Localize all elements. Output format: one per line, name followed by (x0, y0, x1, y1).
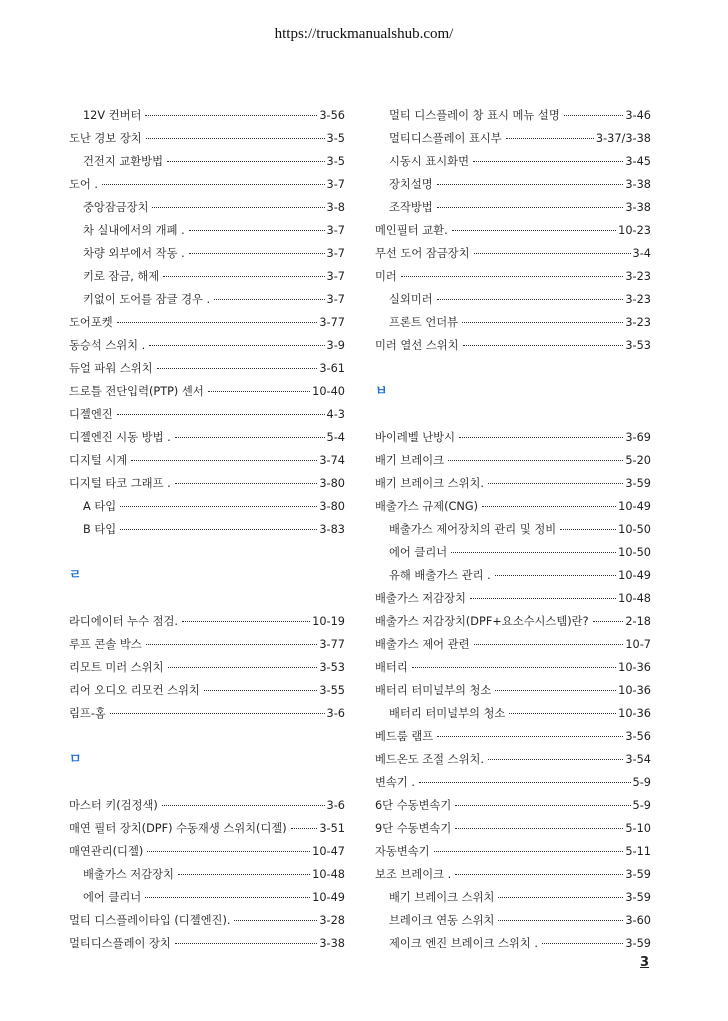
index-column-right (375, 104, 651, 955)
entry-label: 베드룸 램프 (375, 730, 434, 743)
entry-label: 디젤엔진 (69, 408, 113, 421)
dot-leader (473, 161, 623, 162)
entry-label: 배터리 터미널부의 청소 (389, 707, 506, 720)
entry-page: 3-38 (625, 178, 651, 191)
spacer (375, 357, 651, 380)
dot-leader (234, 920, 317, 921)
index-entry (375, 495, 651, 518)
entry-label: 9단 수동변속기 (375, 822, 452, 835)
entry-label: 멀티 디스플레이타입 (디젤엔진). (69, 914, 231, 927)
index-entry (375, 265, 651, 288)
page-number: 3 (640, 955, 650, 970)
spacer (69, 771, 345, 794)
index-entry (69, 127, 345, 150)
entry-page: 10-23 (618, 224, 651, 237)
dot-leader (110, 713, 325, 714)
index-entry (375, 679, 651, 702)
entry-label: 매연 필터 장치(DPF) 수동재생 스위치(디젤) (69, 822, 287, 835)
entry-page: 3-80 (319, 500, 345, 513)
entry-label: 키없이 도어를 잠글 경우 . (83, 293, 211, 306)
entry-page: 3-8 (326, 201, 345, 214)
dot-leader (474, 644, 624, 645)
dot-leader (459, 437, 623, 438)
entry-label: 동승석 스위치 . (69, 339, 146, 352)
index-subentry (375, 127, 651, 150)
entry-label: 12V 컨버터 (83, 109, 142, 122)
entry-label: 도어포켓 (69, 316, 113, 329)
index-subentry (375, 702, 651, 725)
entry-page: 10-7 (625, 638, 651, 651)
index-entry (69, 380, 345, 403)
entry-page: 10-50 (618, 523, 651, 536)
entry-label: 매연관리(디젤) (69, 845, 144, 858)
entry-label: 조작방법 (389, 201, 433, 214)
dot-leader (482, 506, 616, 507)
index-subentry (375, 541, 651, 564)
index-entry (69, 357, 345, 380)
index-entry (69, 932, 345, 955)
entry-page: 3-46 (625, 109, 651, 122)
index-entry (375, 610, 651, 633)
entry-page: 5-20 (625, 454, 651, 467)
index-entry (69, 794, 345, 817)
entry-page: 10-36 (618, 707, 651, 720)
entry-label: 드로틀 전단입력(PTP) 센서 (69, 385, 204, 398)
index-entry (375, 863, 651, 886)
dot-leader (434, 851, 624, 852)
index-entry (69, 610, 345, 633)
index-entry (69, 173, 345, 196)
index-subentry (69, 518, 345, 541)
entry-page: 10-36 (618, 684, 651, 697)
dot-leader (175, 483, 318, 484)
index-subentry (375, 518, 651, 541)
entry-page: 5-9 (632, 799, 651, 812)
index-subentry (69, 104, 345, 127)
entry-label: 중앙잠금장치 (83, 201, 149, 214)
entry-page: 3-23 (625, 270, 651, 283)
entry-label: 변속기 . (375, 776, 415, 789)
entry-page: 5-4 (326, 431, 345, 444)
index-subentry (69, 219, 345, 242)
index-entry (69, 311, 345, 334)
index-subentry (375, 311, 651, 334)
dot-leader (412, 667, 616, 668)
dot-leader (437, 736, 623, 737)
entry-page: 2-18 (625, 615, 651, 628)
entry-page: 3-55 (319, 684, 345, 697)
dot-leader (488, 483, 623, 484)
index-subentry (69, 265, 345, 288)
index-entry (375, 771, 651, 794)
entry-label: 배기 브레이크 스위치 (389, 891, 495, 904)
entry-page: 3-7 (326, 293, 345, 306)
index-subentry (69, 242, 345, 265)
entry-page: 4-3 (326, 408, 345, 421)
index-entry (69, 840, 345, 863)
dot-leader (145, 897, 310, 898)
dot-leader (509, 713, 616, 714)
entry-page: 3-59 (625, 937, 651, 950)
dot-leader (152, 207, 324, 208)
entry-label: 디젤엔진 시동 방법 . (69, 431, 171, 444)
index-entry (375, 242, 651, 265)
entry-page: 3-61 (319, 362, 345, 375)
dot-leader (455, 828, 623, 829)
dot-leader (564, 115, 624, 116)
dot-leader (167, 161, 325, 162)
entry-page: 3-7 (326, 270, 345, 283)
entry-label: 바이레벨 난방시 (375, 431, 455, 444)
dot-leader (488, 759, 623, 760)
entry-label: 메인필터 교환. (375, 224, 448, 237)
entry-page: 3-74 (319, 454, 345, 467)
entry-page: 3-60 (625, 914, 651, 927)
dot-leader (120, 529, 317, 530)
index-entry (69, 909, 345, 932)
entry-page: 3-7 (326, 247, 345, 260)
index-subentry (69, 863, 345, 886)
entry-label: 배기 브레이크 (375, 454, 445, 467)
entry-label: 브레이크 연동 스위치 (389, 914, 495, 927)
dot-leader (495, 690, 616, 691)
index-entry (69, 403, 345, 426)
spacer (69, 725, 345, 748)
entry-label: 건전지 교환방법 (83, 155, 163, 168)
dot-leader (560, 529, 616, 530)
dot-leader (437, 299, 624, 300)
dot-leader (470, 598, 616, 599)
entry-page: 3-59 (625, 891, 651, 904)
entry-label: 차 실내에서의 개폐 . (83, 224, 185, 237)
entry-page: 10-49 (618, 500, 651, 513)
entry-label: 배출가스 규제(CNG) (375, 500, 478, 513)
entry-label: 미러 (375, 270, 397, 283)
dot-leader (451, 552, 616, 553)
entry-page: 5-9 (632, 776, 651, 789)
entry-label: 보조 브레이크 . (375, 868, 452, 881)
dot-leader (455, 874, 623, 875)
entry-label: 림프-홈 (69, 707, 106, 720)
entry-page: 3-37/3-38 (595, 132, 651, 145)
entry-label: 시동시 표시화면 (389, 155, 469, 168)
entry-page: 3-69 (625, 431, 651, 444)
index-entry (69, 656, 345, 679)
section-heading: ㅁ (69, 752, 82, 767)
entry-page: 10-49 (312, 891, 345, 904)
entry-page: 3-54 (625, 753, 651, 766)
entry-label: 에어 클리너 (389, 546, 448, 559)
index-subentry (69, 196, 345, 219)
entry-label: 배출가스 저감장치(DPF+요소수시스템)란? (375, 615, 589, 628)
dot-leader (149, 345, 324, 346)
header-url[interactable]: https://truckmanualshub.com/ (274, 26, 454, 42)
entry-label: B 타입 (83, 523, 117, 536)
dot-leader (474, 253, 631, 254)
entry-label: 도난 경보 장치 (69, 132, 142, 145)
index-entry (375, 656, 651, 679)
entry-label: 배출가스 제어 관련 (375, 638, 470, 651)
entry-label: 듀얼 파워 스위치 (69, 362, 153, 375)
dot-leader (437, 184, 624, 185)
entry-page: 3-4 (632, 247, 651, 260)
entry-label: A 타입 (83, 500, 117, 513)
entry-page: 10-49 (618, 569, 651, 582)
dot-leader (506, 138, 594, 139)
dot-leader (448, 460, 623, 461)
entry-page: 3-7 (326, 178, 345, 191)
dot-leader (146, 644, 318, 645)
index-entry (69, 702, 345, 725)
entry-label: 배출가스 저감장치 (83, 868, 174, 881)
index-entry (69, 679, 345, 702)
section-heading: ㅂ (375, 384, 388, 399)
entry-page: 3-56 (319, 109, 345, 122)
index-subentry (375, 564, 651, 587)
dot-leader (204, 690, 318, 691)
index-entry (69, 472, 345, 495)
entry-page: 3-59 (625, 868, 651, 881)
dot-leader (146, 138, 325, 139)
dot-leader (214, 299, 324, 300)
dot-leader (189, 253, 325, 254)
dot-leader (593, 621, 624, 622)
index-subentry (69, 288, 345, 311)
index-subentry (375, 173, 651, 196)
entry-page: 3-38 (625, 201, 651, 214)
index-subentry (375, 932, 651, 955)
entry-page: 10-47 (312, 845, 345, 858)
index-subentry (69, 495, 345, 518)
dot-leader (208, 391, 310, 392)
index-subentry (375, 909, 651, 932)
entry-page: 3-28 (319, 914, 345, 927)
index-entry (69, 426, 345, 449)
dot-leader (182, 621, 310, 622)
index-entry (375, 725, 651, 748)
entry-label: 멀티 디스플레이 창 표시 메뉴 설명 (389, 109, 560, 122)
entry-page: 3-6 (326, 707, 345, 720)
entry-page: 3-23 (625, 316, 651, 329)
entry-page: 3-5 (326, 132, 345, 145)
entry-page: 3-56 (625, 730, 651, 743)
index-subentry (69, 886, 345, 909)
dot-leader (145, 115, 317, 116)
dot-leader (401, 276, 624, 277)
entry-label: 무선 도어 잠금장치 (375, 247, 470, 260)
index-entry (69, 334, 345, 357)
index-entry (375, 817, 651, 840)
entry-page: 5-10 (625, 822, 651, 835)
dot-leader (102, 184, 325, 185)
dot-leader (117, 414, 325, 415)
entry-page: 3-5 (326, 155, 345, 168)
index-entry (375, 219, 651, 242)
index-entry (69, 817, 345, 840)
entry-page: 3-53 (625, 339, 651, 352)
entry-label: 디지털 시계 (69, 454, 128, 467)
entry-page: 3-83 (319, 523, 345, 536)
entry-label: 차량 외부에서 작동 . (83, 247, 185, 260)
entry-label: 라디에이터 누수 점검. (69, 615, 178, 628)
entry-page: 3-51 (319, 822, 345, 835)
index-entry (375, 426, 651, 449)
index-entry (69, 449, 345, 472)
entry-label: 도어 . (69, 178, 99, 191)
section-heading: ㄹ (69, 568, 82, 583)
index-entry (375, 472, 651, 495)
dot-leader (131, 460, 317, 461)
dot-leader (163, 276, 324, 277)
entry-page: 3-53 (319, 661, 345, 674)
dot-leader (175, 943, 318, 944)
dot-leader (419, 782, 631, 783)
entry-label: 장치설명 (389, 178, 433, 191)
dot-leader (437, 207, 624, 208)
entry-label: 배터리 (375, 661, 408, 674)
dot-leader (291, 828, 318, 829)
entry-page: 3-38 (319, 937, 345, 950)
entry-page: 3-9 (326, 339, 345, 352)
entry-label: 6단 수동변속기 (375, 799, 452, 812)
spacer (375, 403, 651, 426)
entry-label: 프론트 언더뷰 (389, 316, 459, 329)
index-entry (375, 334, 651, 357)
index-subentry (375, 150, 651, 173)
entry-page: 3-77 (319, 638, 345, 651)
entry-label: 배기 브레이크 스위치. (375, 477, 484, 490)
entry-label: 키로 잠금, 해제 (83, 270, 160, 283)
index-entry (375, 794, 651, 817)
entry-label: 제이크 엔진 브레이크 스위치 . (389, 937, 538, 950)
index-entry (375, 840, 651, 863)
index-subentry (375, 104, 651, 127)
dot-leader (117, 322, 318, 323)
dot-leader (452, 230, 617, 231)
entry-label: 루프 콘솔 박스 (69, 638, 142, 651)
entry-page: 10-48 (312, 868, 345, 881)
entry-label: 멀티디스플레이 표시부 (389, 132, 502, 145)
index-subentry (375, 196, 651, 219)
entry-label: 리모트 미러 스위치 (69, 661, 164, 674)
entry-page: 10-19 (312, 615, 345, 628)
dot-leader (495, 575, 617, 576)
dot-leader (462, 322, 623, 323)
dot-leader (168, 667, 318, 668)
index-entry (375, 633, 651, 656)
entry-label: 리어 오디오 리모컨 스위치 (69, 684, 200, 697)
entry-label: 에어 클리너 (83, 891, 142, 904)
entry-label: 미러 열선 스위치 (375, 339, 459, 352)
index-entry (375, 587, 651, 610)
index-entry (69, 633, 345, 656)
dot-leader (162, 805, 325, 806)
entry-page: 3-45 (625, 155, 651, 168)
dot-leader (178, 874, 310, 875)
entry-page: 3-80 (319, 477, 345, 490)
index-subentry (375, 288, 651, 311)
entry-page: 3-7 (326, 224, 345, 237)
entry-label: 배터리 터미널부의 청소 (375, 684, 492, 697)
entry-page: 3-77 (319, 316, 345, 329)
dot-leader (463, 345, 624, 346)
index-entry (375, 449, 651, 472)
spacer (69, 541, 345, 564)
dot-leader (542, 943, 623, 944)
entry-page: 10-48 (618, 592, 651, 605)
entry-label: 배출가스 저감장치 (375, 592, 466, 605)
entry-label: 유해 배출가스 관리 . (389, 569, 491, 582)
index-entry (375, 748, 651, 771)
entry-label: 마스터 키(검정색) (69, 799, 158, 812)
entry-label: 멀티디스플레이 장치 (69, 937, 171, 950)
dot-leader (498, 897, 623, 898)
entry-page: 10-50 (618, 546, 651, 559)
entry-page: 5-11 (625, 845, 651, 858)
index-column-left (69, 104, 345, 955)
index-subentry (375, 886, 651, 909)
entry-page: 10-36 (618, 661, 651, 674)
entry-label: 베드온도 조절 스위치. (375, 753, 484, 766)
entry-page: 3-23 (625, 293, 651, 306)
dot-leader (498, 920, 623, 921)
dot-leader (455, 805, 630, 806)
entry-label: 배출가스 제어장치의 관리 및 정비 (389, 523, 557, 536)
dot-leader (147, 851, 310, 852)
entry-label: 실외미러 (389, 293, 433, 306)
entry-page: 3-59 (625, 477, 651, 490)
entry-label: 디지털 타코 그래프 . (69, 477, 171, 490)
entry-page: 3-6 (326, 799, 345, 812)
dot-leader (189, 230, 325, 231)
spacer (69, 587, 345, 610)
dot-leader (157, 368, 318, 369)
index-subentry (69, 150, 345, 173)
entry-page: 10-40 (312, 385, 345, 398)
dot-leader (175, 437, 325, 438)
entry-label: 자동변속기 (375, 845, 430, 858)
dot-leader (120, 506, 317, 507)
